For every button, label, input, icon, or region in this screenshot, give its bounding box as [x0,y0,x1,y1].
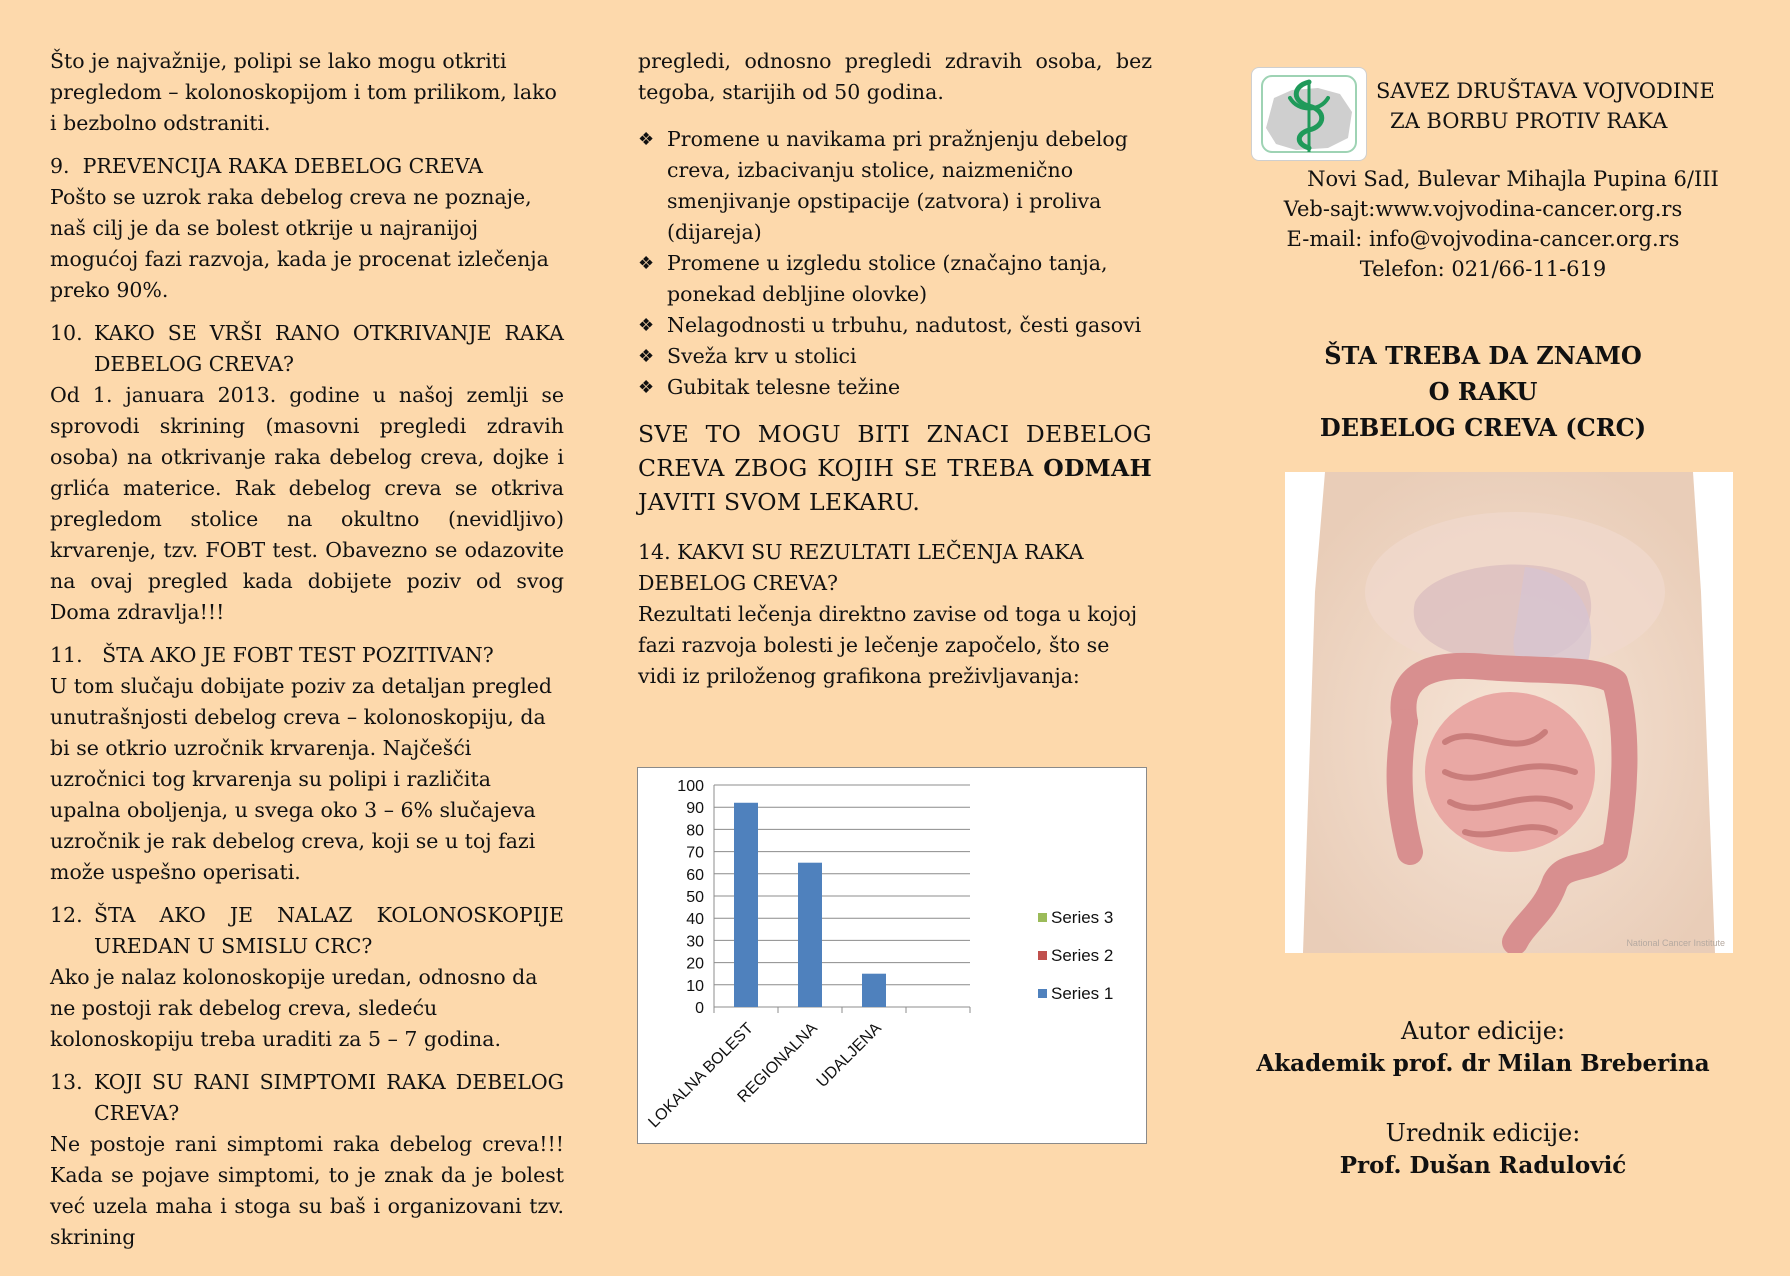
y-tick-label: 0 [695,1000,704,1017]
warning-text: SVE TO MOGU BITI ZNACI DEBELOG CREVA ZBOG KOJIH SE TREBA [638,420,1152,482]
y-tick-label: 30 [686,933,704,951]
editor-label: Urednik edicije: [1385,1119,1581,1147]
section-number: 11. [50,643,83,667]
section-12-text: Ako je nalaz kolonoskopije uredan, odnosno da ne postoji rak debelog creva, sledeću kolonoskopiju treba uraditi za 5 – 7 godina. [50,965,538,1051]
y-tick-label: 20 [686,955,704,973]
title-line3: DEBELOG CREVA (CRC) [1319,413,1647,442]
survival-chart-svg [638,768,1146,1143]
y-tick-label: 40 [686,911,704,929]
author-label: Autor edicije: [1400,1017,1566,1045]
author-block [1240,1015,1726,1080]
section-10-heading [50,318,564,380]
address: Novi Sad, Bulevar Mihajla Pupina 6/III [1307,167,1719,191]
image-credit: National Cancer Institute [1626,938,1725,948]
warning-paragraph [638,417,1152,519]
x-category-label: UDALJENA [813,1019,885,1091]
y-tick-label: 70 [686,844,704,862]
section-9-text: Pošto se uzrok raka debelog creva ne poznaje, naš cilj je da se bolest otkrije u najranijoj mogućoj fazi razvoja, kada je procenat izlečenja preko 90%. [50,185,549,302]
author-name: Akademik prof. dr Milan Breberina [1256,1050,1710,1077]
y-tick-label: 10 [686,977,704,995]
legend-label: Series 1 [1051,984,1114,1003]
symptom-list [638,124,1152,403]
section-11-heading [50,640,564,671]
legend-swatch [1038,951,1047,960]
y-tick-label: 100 [677,778,704,795]
legend-swatch [1038,913,1047,922]
editor-name: Prof. Dušan Radulović [1339,1152,1627,1179]
title-line1: ŠTA TREBA DA ZNAMO [1324,341,1642,370]
y-tick-label: 80 [686,822,704,840]
section-12-heading [50,900,564,962]
list-item: ❖ Promene u izgledu stolice (značajno tanja, ponekad debljine olovke) [638,248,1152,310]
x-category-label: REGIONALNA [734,1019,821,1107]
organization-logo [1251,67,1367,161]
y-tick-label: 60 [686,866,704,884]
website: Veb-sajt:www.vojvodina-cancer.org.rs [1283,197,1683,221]
list-item: ❖ Nelagodnosti u trbuhu, nadutost, česti gasovi [638,310,1152,341]
section-title: KAKO SE VRŠI RANO OTKRIVANJE RAKA DEBELOG CREVA? [94,321,564,376]
intro-paragraph: Što je najvažnije, polipi se lako mogu otkriti pregledom – kolonoskopijom i tom prilikom, lako i bezbolno odstraniti. [50,49,557,135]
digestive-system-illustration [1285,472,1733,953]
editor-block [1240,1117,1726,1182]
y-tick-label: 50 [686,889,704,906]
survival-chart [637,767,1147,1144]
brochure-title [1240,338,1726,446]
legend-label: Series 2 [1051,946,1114,965]
warning-text-end: JAVITI SVOM LEKARU. [638,488,921,516]
y-tick-label: 90 [686,800,704,818]
bar [734,803,758,1007]
section-number: 12. [50,903,83,927]
section-14-text: Rezultati lečenja direktno zavise od toga u kojoj fazi razvoja bolesti je lečenje započelo, što se vidi iz priloženog grafikona preživljavanja: [638,602,1138,688]
email: E-mail: info@vojvodina-cancer.org.rs [1286,227,1680,251]
logo-emblem-icon [1252,68,1366,160]
abdomen-icon [1285,472,1733,953]
bar [798,863,822,1007]
section-title: ŠTA AKO JE NALAZ KOLONOSKOPIJE UREDAN U SMISLU CRC? [94,903,564,958]
section-number: 10. [50,321,83,345]
section-13-heading [50,1067,564,1129]
section-title: PREVENCIJA RAKA DEBELOG CREVA [82,154,483,178]
section-14-heading: 14. KAKVI SU REZULTATI LEČENJA RAKA DEBELOG CREVA? [638,540,1084,595]
section-13-text: Ne postoje rani simptomi raka debelog creva!!! Kada se pojave simptomi, to je znak da je bolest već uzela maha i stoga su baš i organizovani tzv. skrining [50,1132,564,1249]
list-item: ❖ Gubitak telesne težine [638,372,1152,403]
warning-emphasis: ODMAH [1043,454,1152,482]
list-item: ❖ Sveža krv u stolici [638,341,1152,372]
section-title: KOJI SU RANI SIMPTOMI RAKA DEBELOG CREVA? [94,1070,564,1125]
organization-name [1376,76,1715,136]
column-middle [638,46,1152,692]
section-11-text: U tom slučaju dobijate poziv za detaljan pregled unutrašnjosti debelog creva – kolonoskopiju, da bi se otkrio uzročnik krvarenja. Najčešći uzročnici tog krvarenja su polipi i različita upalna oboljenja, u svega oko 3 – 6% slučajeva uzročnik je rak debelog creva, koji se u toj fazi može uspešno operisati. [50,674,553,884]
phone: Telefon: 021/66-11-619 [1359,257,1607,281]
legend-swatch [1038,989,1047,998]
title-line2: O RAKU [1428,377,1538,406]
organization-name-line2: ZA BORBU PROTIV RAKA [1390,109,1668,133]
section-9-heading [50,151,564,182]
section-10-text: Od 1. januara 2013. godine u našoj zemlji se sprovodi skrining (masovni pregledi zdravih osoba) na otkrivanje raka debelog creva, dojke i grlića materice. Rak debelog creva se otkriva pregledom stolice na okultno (nevidljivo) krvarenje, tzv. FOBT test. Obavezno se odazovite na ovaj pregled kada dobijete poziv od svog Doma zdravlja!!! [50,383,564,624]
legend-label: Series 3 [1051,908,1114,927]
column-left [50,46,564,1253]
section-title: ŠTA AKO JE FOBT TEST POZITIVAN? [102,643,494,667]
contact-block [1240,164,1726,284]
organization-name-line1: SAVEZ DRUŠTAVA VOJVODINE [1376,79,1715,103]
list-item: ❖ Promene u navikama pri pražnjenju debelog creva, izbacivanju stolice, naizmenično smenjivanje opstipacije (zatvora) i proliva (dijareja) [638,124,1152,248]
continuation-paragraph: pregledi, odnosno pregledi zdravih osoba, bez tegoba, starijih od 50 godina. [638,49,1152,104]
section-number: 9. [50,154,70,178]
section-number: 13. [50,1070,83,1094]
bar [862,974,886,1007]
x-category-label: LOKALNA BOLEST [645,1019,757,1132]
